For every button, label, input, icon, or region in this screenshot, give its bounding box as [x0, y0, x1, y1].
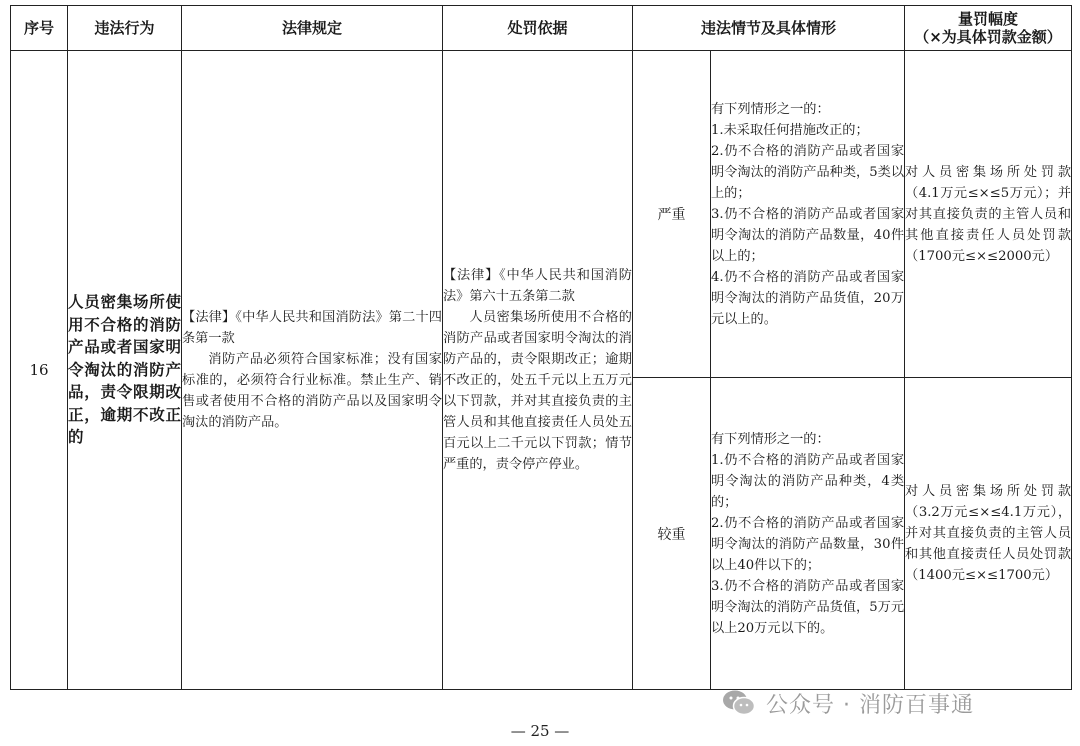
detail-line: 2.仍不合格的消防产品或者国家明令淘汰的消防产品数量，30件以上40件以下的； [711, 515, 905, 573]
header-row [11, 6, 1072, 51]
level-amount: 对人员密集场所处罚款（4.1万元≤×≤5万元）；并对其直接负责的主管人员和其他直接责任人员处罚款（1700元≤×≤2000元） [905, 51, 1072, 378]
basis-ref: 【法律】《中华人民共和国消防法》第六十五条第二款 [443, 268, 632, 304]
wechat-icon [722, 689, 756, 717]
law-ref: 【法律】《中华人民共和国消防法》第二十四条第一款 [182, 310, 442, 346]
detail-line: 3.仍不合格的消防产品或者国家明令淘汰的消防产品货值，5万元以上20万元以下的。 [711, 578, 905, 636]
row-act: 人员密集场所使用不合格的消防产品或者国家明令淘汰的消防产品，责令限期改正，逾期不改正的 [68, 51, 182, 690]
penalty-table [10, 5, 1072, 690]
level-name: 严重 [633, 51, 711, 378]
level-name: 较重 [633, 378, 711, 690]
row-seq: 16 [11, 51, 68, 690]
detail-line: 1.仍不合格的消防产品或者国家明令淘汰的消防产品种类，4类的； [711, 452, 905, 510]
watermark-text: 公众号 · 消防百事通 [766, 692, 974, 718]
detail-line: 3.仍不合格的消防产品或者国家明令淘汰的消防产品数量，40件以上的； [711, 206, 905, 264]
header-amount-line1: 量罚幅度 [958, 10, 1019, 28]
detail-line: 有下列情形之一的： [711, 431, 830, 447]
level-detail [711, 51, 905, 378]
detail-line: 4.仍不合格的消防产品或者国家明令淘汰的消防产品货值，20万元以上的。 [711, 269, 905, 327]
detail-line: 有下列情形之一的： [711, 101, 830, 117]
page-number: — 25 — [510, 722, 570, 740]
detail-line: 1.未采取任何措施改正的； [711, 122, 869, 138]
table-row [11, 51, 1072, 378]
header-seq: 序号 [11, 6, 68, 51]
watermark [722, 686, 974, 720]
level-amount: 对人员密集场所处罚款（3.2万元≤×≤4.1万元），并对其直接负责的主管人员和其他直接责任人员处罚款（1400元≤×≤1700元） [905, 378, 1072, 690]
header-amount [905, 6, 1072, 51]
row-law [182, 51, 443, 690]
detail-line: 2.仍不合格的消防产品或者国家明令淘汰的消防产品种类，5类以上的； [711, 143, 905, 201]
basis-text: 人员密集场所使用不合格的消防产品或者国家明令淘汰的消防产品的，责令限期改正；逾期不改正的，处五千元以上五万元以下罚款，并对其直接负责的主管人员和其他直接责任人员处五百元以上二千元以下罚款；情节严重的，责令停产停业。 [443, 310, 632, 472]
level-detail [711, 378, 905, 690]
header-law: 法律规定 [182, 6, 443, 51]
header-circumstance: 违法情节及具体情形 [633, 6, 905, 51]
law-text: 消防产品必须符合国家标准；没有国家标准的，必须符合行业标准。禁止生产、销售或者使用不合格的消防产品以及国家明令淘汰的消防产品。 [182, 352, 442, 430]
header-act: 违法行为 [68, 6, 182, 51]
header-basis: 处罚依据 [443, 6, 633, 51]
row-basis [443, 51, 633, 690]
header-amount-line2: （×为具体罚款金额） [914, 28, 1062, 46]
